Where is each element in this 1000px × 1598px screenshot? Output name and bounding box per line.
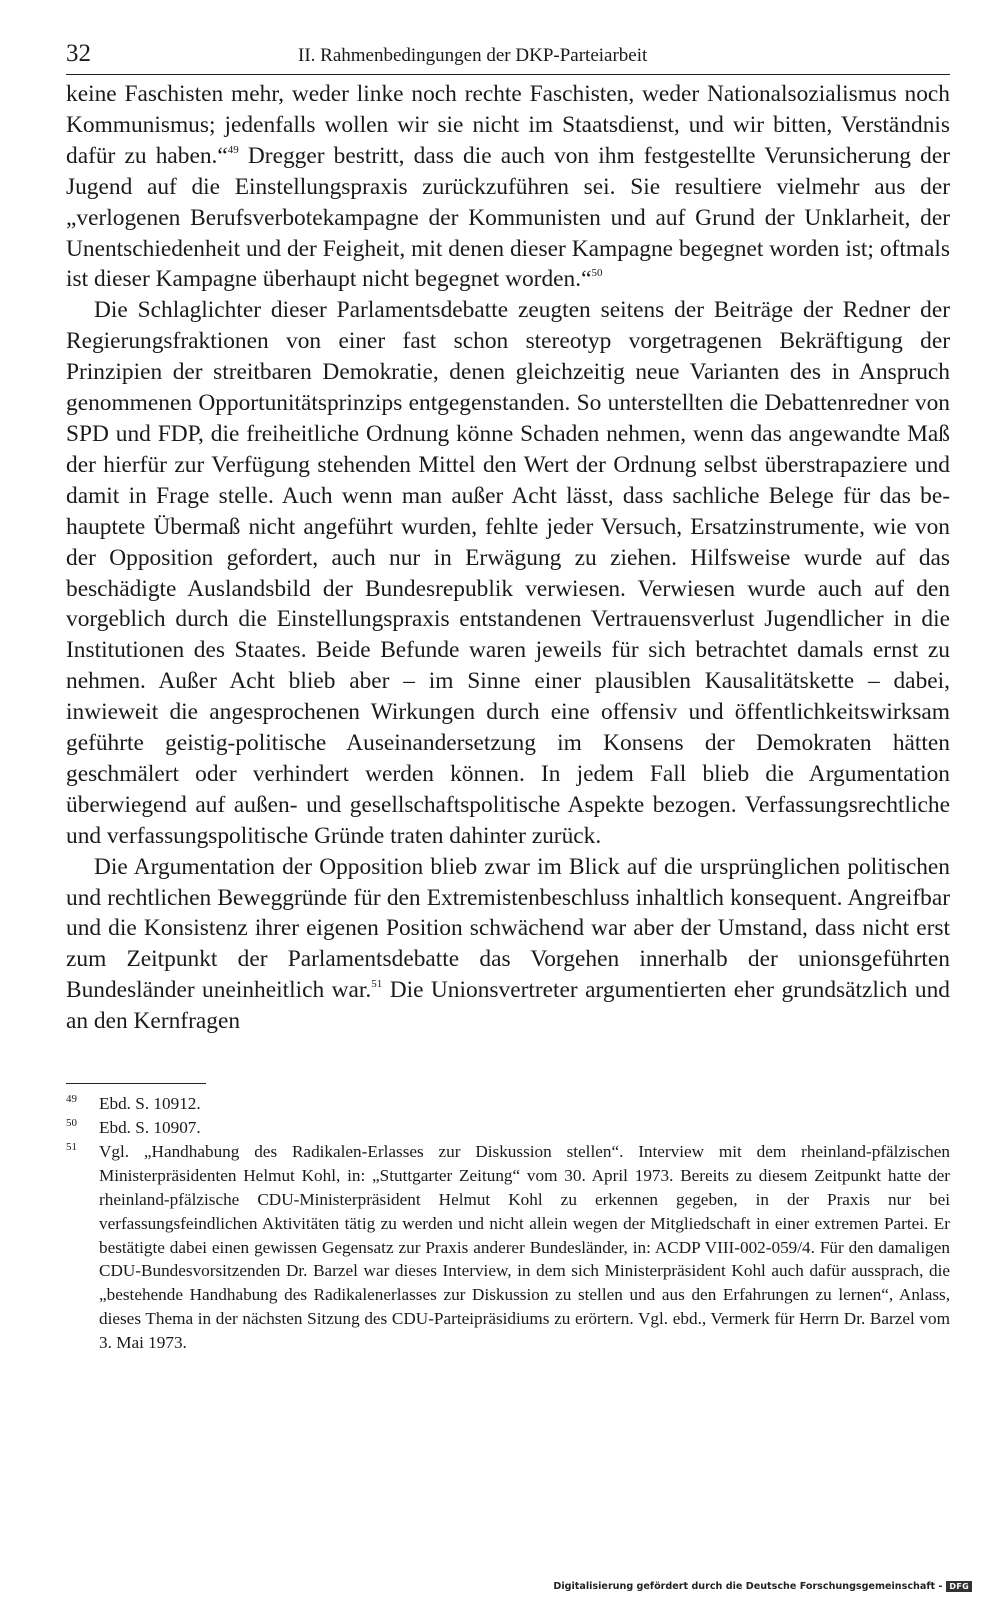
footnote-number: 50 — [66, 1117, 77, 1129]
footnote-ref-49: 49 — [227, 143, 239, 156]
digitization-credit — [553, 1581, 972, 1592]
footnote — [66, 1140, 950, 1355]
dfg-logo-icon: DFG — [946, 1581, 972, 1592]
footnote — [66, 1116, 950, 1140]
footnote-ref-50: 50 — [591, 267, 603, 280]
running-head — [66, 40, 950, 75]
footnote-ref-51: 51 — [371, 978, 383, 991]
paragraph-2: Die Schlaglichter dieser Parlamentsdebatte zeugten seitens der Beiträge der Redner der Regierungsfraktionen von einer fast schon stereotyp vorgetragenen Bekräftigung der Prinzipien der streitbaren Demokratie, denen gleichzeitig neue Varianten des in Anspruch genommenen Opportunitätsprinzips entgegenstanden. So unterstellten die Debattenredner von SPD und FDP, die freiheitliche Ordnung könne Schaden nehmen, wenn das angewandte Maß der hierfür zur Verfügung stehenden Mittel den Wert der Ordnung selbst überstrapaziere und damit in Frage stelle. Auch wenn man außer Acht lässt, dass sachliche Belege für das behauptete Übermaß nicht angeführt wurden, fehlte jeder Versuch, Ersatzinstrumente, wie von der Opposition gefordert, auch nur in Erwägung zu ziehen. Hilfsweise wurde auf das beschädigte Auslandsbild der Bundesrepublik verwiesen. Verwiesen wurde auch auf den vorgeblich durch die Einstellungspraxis entstandenen Vertrauensverlust Jugendlicher in die Institutionen des Staates. Beide Befunde waren jeweils für sich betrachtet damals ernst zu nehmen. Außer Acht blieb aber – im Sinne einer plausiblen Kausalitätskette – dabei, inwieweit die angesprochenen Wirkungen durch eine offensiv und öffentlichkeitswirksam geführte geistig-politische Auseinandersetzung im Konsens der Demokraten hätten geschmälert oder verhindert werden können. In jedem Fall blieb die Argumentation überwiegend auf außen- und gesellschaftspolitische Aspekte bezogen. Verfassungsrechtliche und verfassungspolitische Gründe traten dahinter zurück. — [66, 297, 950, 849]
body-text — [66, 79, 950, 1037]
footnote-text: Vgl. „Handhabung des Radikalen-Erlasses zur Diskussion stellen“. Interview mit dem rheinland-pfälzischen Ministerpräsidenten Helmut Kohl, in: „Stuttgarter Zeitung“ vom 30. April 1973. Bereits zu diesem Zeitpunkt hatte der rheinland-pfälzische CDU-Ministerpräsident Helmut Kohl zu erkennen gegeben, in der Praxis nur bei verfassungsfeindlichen Aktivitäten tätig zu werden und nicht allein wegen der Mitgliedschaft in einer extremen Partei. Er bestätigte dabei einen gewissen Gegensatz zur Praxis anderer Bundesländer, in: ACDP VIII-002-059/4. Für den damaligen CDU-Bundesvorsitzenden Dr. Barzel war dieses Interview, in dem sich Ministerpräsident Kohl auch dafür aussprach, die „bestehende Handhabung des Radikalenerlasses zur Diskussion zu stellen und aus den Erfahrungen zu lernen“, Anlass, dieses Thema in der nächsten Sitzung des CDU-Parteipräsidiums zu erörtern. Vgl. ebd., Vermerk für Herrn Dr. Barzel vom 3. Mai 1973. — [99, 1141, 950, 1353]
footnote-number: 51 — [66, 1140, 77, 1153]
paragraph-3-text-b: Die Unionsvertreter argumentierten eher grundsätzlich und an den Kernfragen — [66, 977, 950, 1035]
paragraph-1 — [66, 79, 950, 295]
paragraph-1-text-a: keine Faschisten mehr, weder linke noch rechte Faschisten, weder Nationalsozialismus noch Kommunismus; jedenfalls wollen wir sie nicht im Staatsdienst, und wir bitten, Verständnis dafür zu haben.“ — [66, 81, 950, 169]
footnote — [66, 1092, 950, 1116]
paragraph-3-text-a: Die Argumentation der Opposition blieb zwar im Blick auf die ursprünglichen politischen und rechtlichen Beweggründe für den Extremistenbeschluss inhaltlich konsequent. Angreifbar und die Konsistenz ihrer eigenen Position schwächend war aber der Umstand, dass nicht erst zum Zeitpunkt der Parlamentsdebatte das Vorgehen innerhalb der unionsgeführten Bundesländer uneinheitlich war. — [66, 853, 950, 1004]
paragraph-3 — [66, 852, 950, 1037]
footnotes — [66, 1092, 950, 1355]
book-page — [66, 40, 950, 1355]
footnote-number: 49 — [66, 1093, 77, 1106]
credit-text: Digitalisierung gefördert durch die Deutsche Forschungsgemeinschaft - — [553, 1581, 943, 1592]
page-number: 32 — [66, 40, 91, 67]
footnote-text: Ebd. S. 10912. — [99, 1094, 201, 1114]
footnote-rule — [66, 1083, 206, 1084]
footnote-text: Ebd. S. 10907. — [99, 1118, 201, 1137]
running-title: II. Rahmenbedingungen der DKP-Parteiarbeit — [298, 45, 648, 66]
paragraph-1-text-b: Dregger bestritt, dass die auch von ihm festgestellte Verunsicherung der Jugend auf die Einstellungspraxis zurückzuführen sei. Sie resultiere vielmehr aus der „verlogenen Berufsverbotekampagne der Kommunisten und auf Grund der Unklarheit, der Unentschiedenheit und der Feigheit, mit denen dieser Kampagne begegnet worden ist; oftmals ist dieser Kampagne überhaupt nicht begegnet worden.“ — [66, 142, 950, 293]
